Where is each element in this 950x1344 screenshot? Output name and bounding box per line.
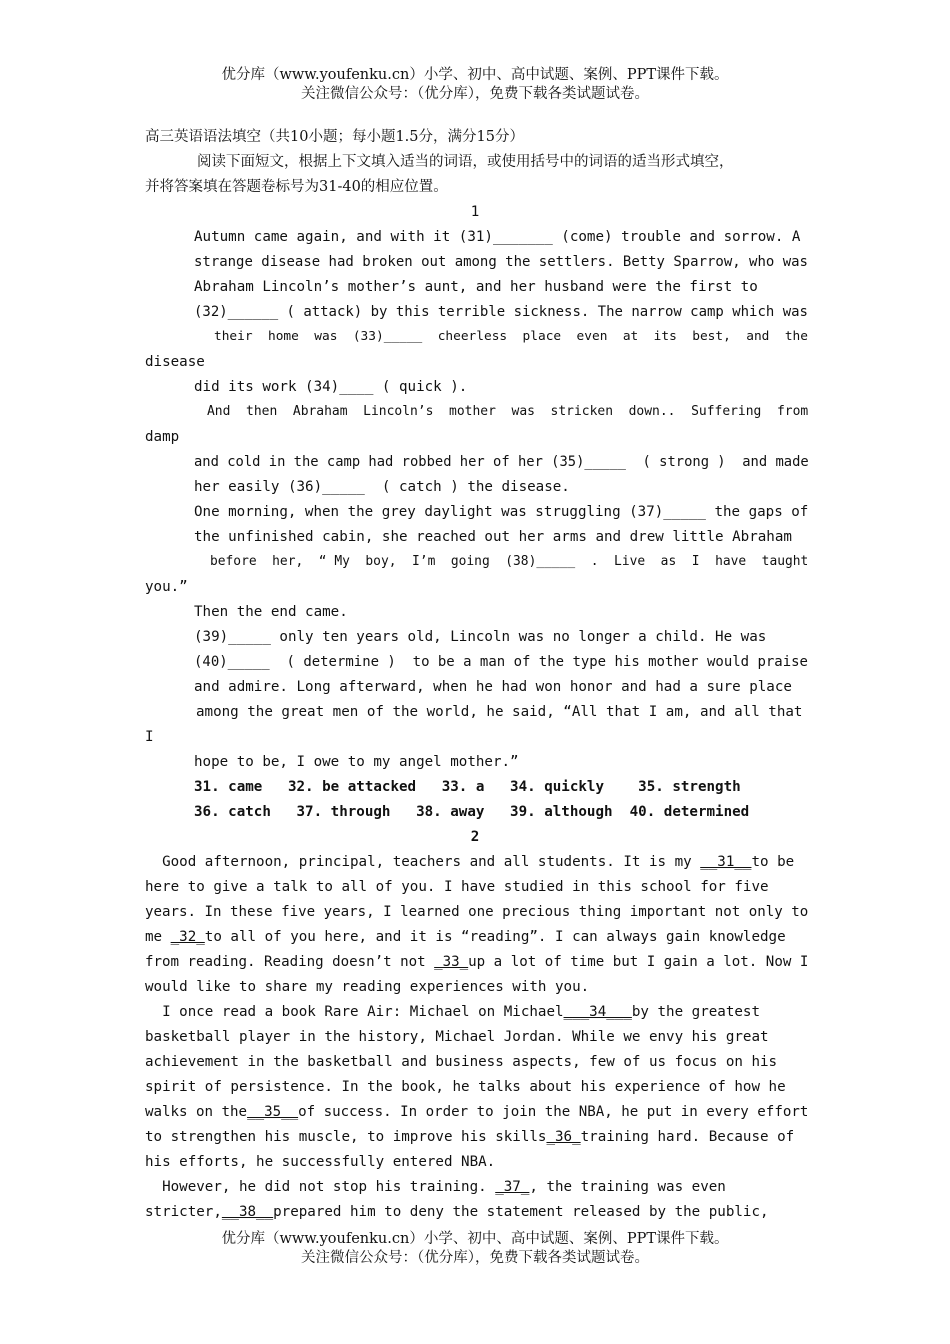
passage-number-2: 2 xyxy=(470,829,480,845)
footer-line-1: 优分库（www.youfenku.cn）小学、初中、高中试题、案例、PPT课件下载。 xyxy=(221,1231,729,1247)
instruction-line-1: 阅读下面短文，根据上下文填入适当的词语，或使用括号中的词语的适当形式填空， xyxy=(197,154,734,170)
passage1-line: hope to be, I owe to my angel mother.” xyxy=(194,754,519,770)
passage2-line: me _32_to all of you here, and it is “reading”. I can always gain knowledge xyxy=(145,929,786,945)
passage2-line: walks on the__35__of success. In order to join the NBA, he put in every effort xyxy=(145,1104,809,1120)
passage1-line: Autumn came again, and with it (31)_______ (come) trouble and sorrow. A xyxy=(194,229,801,245)
footer-line-2: 关注微信公众号：（优分库），免费下载各类试题试卷。 xyxy=(301,1250,649,1266)
passage1-line: damp xyxy=(145,429,180,445)
passage1-line: (40)_____ ( determine ) to be a man of the type his mother would praise xyxy=(194,654,808,670)
passage2-line: Good afternoon, principal, teachers and all students. It is my __31__to be xyxy=(145,854,795,870)
passage1-line: before her, “ My boy, I’m going (38)_____ . Live as I have taught xyxy=(210,554,809,569)
passage1-line: Then the end came. xyxy=(194,604,348,620)
blank-35: __35__ xyxy=(247,1104,299,1120)
answer-key-line-1: 31. came 32. be attacked 33. a 34. quickly 35. strength xyxy=(194,779,741,795)
passage1-line: you.” xyxy=(145,579,188,595)
section-title: 高三英语语法填空（共10小题；每小题1.5分，满分15分） xyxy=(145,129,524,145)
passage2-line: stricter,__38__prepared him to deny the statement released by the public, xyxy=(145,1204,769,1220)
header-line-2: 关注微信公众号：（优分库），免费下载各类试题试卷。 xyxy=(301,86,649,102)
passage1-line: (39)_____ only ten years old, Lincoln was no longer a child. He was xyxy=(194,629,767,645)
passage2-line: spirit of persistence. In the book, he talks about his experience of how he xyxy=(145,1079,786,1095)
blank-32: _32_ xyxy=(170,929,205,945)
passage1-line: their home was (33)_____ cheerless place even at its best, and the xyxy=(214,329,808,344)
passage2-line: basketball player in the history, Michael Jordan. While we envy his great xyxy=(145,1029,769,1045)
passage1-line: disease xyxy=(145,354,205,370)
passage1-line: strange disease had broken out among the settlers. Betty Sparrow, who was xyxy=(194,254,808,270)
blank-34: ___34___ xyxy=(563,1004,632,1020)
passage-number-1: 1 xyxy=(470,204,480,220)
passage1-line: the unfinished cabin, she reached out her arms and drew little Abraham xyxy=(194,529,792,545)
passage1-line: Abraham Lincoln’s mother’s aunt, and her husband were the first to xyxy=(194,279,758,295)
answer-key-line-2: 36. catch 37. through 38. away 39. although 40. determined xyxy=(194,804,750,820)
passage2-line: achievement in the basketball and business aspects, few of us focus on his xyxy=(145,1054,778,1070)
blank-31: __31__ xyxy=(700,854,752,870)
header-line-1: 优分库（www.youfenku.cn）小学、初中、高中试题、案例、PPT课件下载。 xyxy=(221,67,729,83)
passage1-line: among the great men of the world, he said, “All that I am, and all that xyxy=(196,704,803,720)
passage2-line: here to give a talk to all of you. I have studied in this school for five xyxy=(145,879,769,895)
passage2-line: his efforts, he successfully entered NBA. xyxy=(145,1154,496,1170)
passage2-line: to strengthen his muscle, to improve his skills_36_training hard. Because of xyxy=(145,1129,795,1145)
instruction-line-2: 并将答案填在答题卷标号为31-40的相应位置。 xyxy=(145,179,448,195)
passage1-line: I xyxy=(145,729,154,745)
passage2-line: from reading. Reading doesn’t not _33_up a lot of time but I gain a lot. Now I xyxy=(145,954,809,970)
passage1-line: (32)______ ( attack) by this terrible sickness. The narrow camp which was xyxy=(194,304,808,320)
blank-37: _37_ xyxy=(495,1179,530,1195)
passage1-line: did its work (34)____ ( quick ). xyxy=(194,379,468,395)
passage2-line: However, he did not stop his training. _37_, the training was even xyxy=(145,1179,726,1195)
passage2-line: years. In these five years, I learned one precious thing important not only to xyxy=(145,904,809,920)
passage1-line: and admire. Long afterward, when he had won honor and had a sure place xyxy=(194,679,792,695)
blank-38: __38__ xyxy=(221,1204,274,1220)
passage1-line: One morning, when the grey daylight was struggling (37)_____ the gaps of xyxy=(194,504,809,520)
passage1-line: her easily (36)_____ ( catch ) the disease. xyxy=(194,479,570,495)
passage1-line: and cold in the camp had robbed her of her (35)_____ ( strong ) and made xyxy=(194,454,809,470)
blank-33: _33_ xyxy=(434,954,469,970)
passage2-line: would like to share my reading experiences with you. xyxy=(145,979,590,995)
blank-36: _36_ xyxy=(546,1129,581,1145)
passage2-line: I once read a book Rare Air: Michael on Michael___34___by the greatest xyxy=(145,1004,761,1020)
passage1-line: And then Abraham Lincoln’s mother was stricken down.. Suffering from xyxy=(207,404,809,419)
